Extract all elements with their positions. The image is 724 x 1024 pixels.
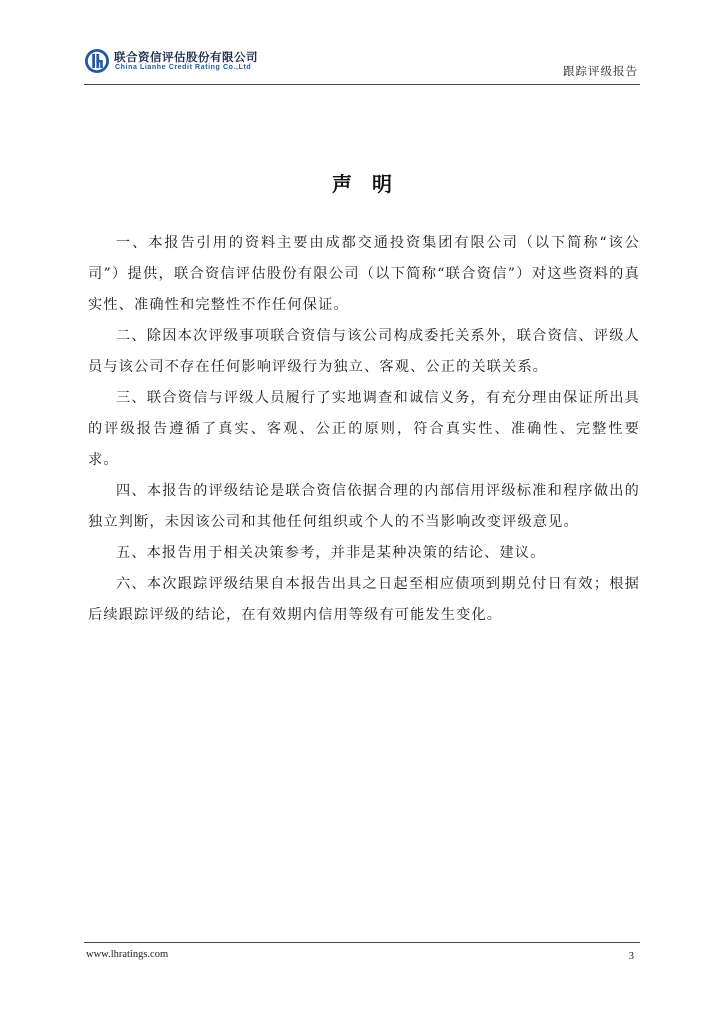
page-title: 声明: [332, 172, 412, 196]
company-name-cn: 联合资信评估股份有限公司: [114, 50, 258, 64]
website-link[interactable]: www.lhratings.com: [86, 949, 169, 960]
statement-paragraph-6: 六、本次跟踪评级结果自本报告出具之日起至相应债项到期兑付日有效；根据后续跟踪评级的结论，在有效期内信用等级有可能发生变化。: [88, 576, 640, 623]
statement-body: [88, 228, 640, 631]
company-name-en: China Lianhe Credit Rating Co.,Ltd: [115, 64, 252, 71]
statement-paragraph-2: 二、除因本次评级事项联合资信与该公司构成委托关系外，联合资信、评级人员与该公司不存在任何影响评级行为独立、客观、公正的关联关系。: [88, 328, 640, 375]
statement-paragraph-1: 一、本报告引用的资料主要由成都交通投资集团有限公司（以下简称“该公司”）提供，联合资信评估股份有限公司（以下简称“联合资信”）对这些资料的真实性、准确性和完整性不作任何保证。: [88, 235, 640, 313]
statement-paragraph-4: 四、本报告的评级结论是联合资信依据合理的内部信用评级标准和程序做出的独立判断，未因该公司和其他任何组织或个人的不当影响改变评级意见。: [88, 483, 640, 530]
lianhe-logo-icon: [84, 48, 110, 74]
company-logo: [84, 46, 284, 78]
page-number: 3: [628, 951, 634, 962]
statement-paragraph-5: 五、本报告用于相关决策参考，并非是某种决策的结论、建议。: [116, 545, 546, 561]
page-footer: [84, 942, 640, 969]
page-header: [84, 46, 640, 85]
statement-paragraph-3: 三、联合资信与评级人员履行了实地调查和诚信义务，有充分理由保证所出具的评级报告遵循了真实、客观、公正的原则，符合真实性、准确性、完整性要求。: [88, 390, 640, 468]
report-type-label: 跟踪评级报告: [563, 64, 638, 78]
